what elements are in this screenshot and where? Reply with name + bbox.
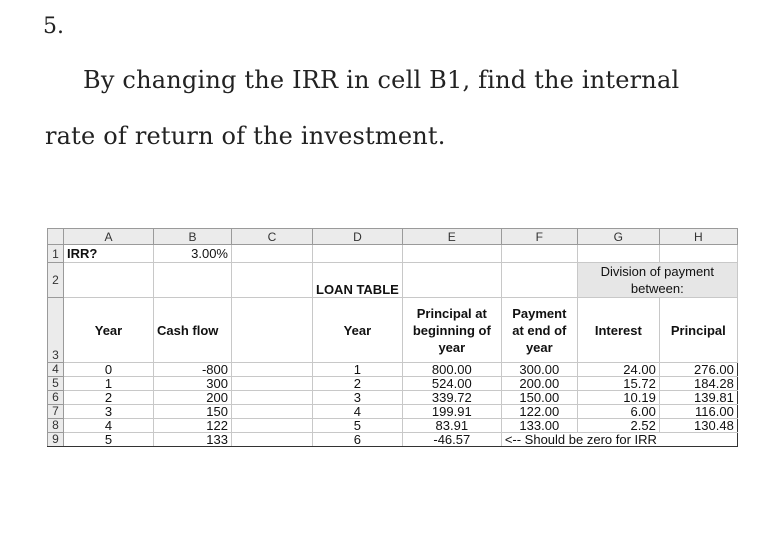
cell-b8[interactable]: 122 — [154, 419, 232, 433]
cell-a2[interactable] — [64, 263, 154, 298]
cell-f3-payment-end-header[interactable]: Payment at end of year — [501, 298, 577, 363]
cell-c8[interactable] — [232, 419, 313, 433]
cell-h5[interactable]: 184.28 — [659, 377, 737, 391]
cell-f5[interactable]: 200.00 — [501, 377, 577, 391]
cell-g5[interactable]: 15.72 — [577, 377, 659, 391]
question-text-line2: rate of return of the investment. — [45, 122, 446, 150]
cell-f6[interactable]: 150.00 — [501, 391, 577, 405]
row-header-2[interactable]: 2 — [48, 263, 64, 298]
cell-b9[interactable]: 133 — [154, 433, 232, 447]
question-text-line1: By changing the IRR in cell B1, find the internal — [83, 66, 680, 94]
cell-h6[interactable]: 139.81 — [659, 391, 737, 405]
cell-b3-cashflow-header[interactable]: Cash flow — [154, 298, 232, 363]
cell-b2[interactable] — [154, 263, 232, 298]
row-header-5[interactable]: 5 — [48, 377, 64, 391]
cell-d3-year-header[interactable]: Year — [313, 298, 403, 363]
column-header-g[interactable]: G — [577, 229, 659, 245]
cell-c9[interactable] — [232, 433, 313, 447]
cell-d4[interactable]: 1 — [313, 363, 403, 377]
cell-e9[interactable]: -46.57 — [402, 433, 501, 447]
cell-h4[interactable]: 276.00 — [659, 363, 737, 377]
column-header-d[interactable]: D — [313, 229, 403, 245]
sheet-row-3 — [48, 298, 738, 363]
cell-b6[interactable]: 200 — [154, 391, 232, 405]
table-row — [48, 405, 738, 419]
cell-a7[interactable]: 3 — [64, 405, 154, 419]
column-header-row — [48, 229, 738, 245]
cell-f7[interactable]: 122.00 — [501, 405, 577, 419]
cell-d7[interactable]: 4 — [313, 405, 403, 419]
table-row — [48, 363, 738, 377]
cell-e7[interactable]: 199.91 — [402, 405, 501, 419]
column-header-a[interactable]: A — [64, 229, 154, 245]
column-header-f[interactable]: F — [501, 229, 577, 245]
cell-g1[interactable] — [577, 245, 659, 263]
cell-c1[interactable] — [232, 245, 313, 263]
cell-h8[interactable]: 130.48 — [659, 419, 737, 433]
cell-g2-division-header[interactable]: Division of payment between: — [577, 263, 737, 298]
column-header-h[interactable]: H — [659, 229, 737, 245]
cell-a1[interactable]: IRR? — [64, 245, 154, 263]
cell-b5[interactable]: 300 — [154, 377, 232, 391]
cell-c6[interactable] — [232, 391, 313, 405]
table-row — [48, 419, 738, 433]
cell-c7[interactable] — [232, 405, 313, 419]
cell-e8[interactable]: 83.91 — [402, 419, 501, 433]
cell-g3-interest-header[interactable]: Interest — [577, 298, 659, 363]
cell-c5[interactable] — [232, 377, 313, 391]
column-header-b[interactable]: B — [154, 229, 232, 245]
cell-c4[interactable] — [232, 363, 313, 377]
cell-f1[interactable] — [501, 245, 577, 263]
cell-f4[interactable]: 300.00 — [501, 363, 577, 377]
cell-e4[interactable]: 800.00 — [402, 363, 501, 377]
cell-h3-principal-header[interactable]: Principal — [659, 298, 737, 363]
cell-e1[interactable] — [402, 245, 501, 263]
row-header-1[interactable]: 1 — [48, 245, 64, 263]
cell-b4[interactable]: -800 — [154, 363, 232, 377]
table-row — [48, 377, 738, 391]
row-header-9[interactable]: 9 — [48, 433, 64, 447]
cell-d2-loan-table-title[interactable]: LOAN TABLE — [313, 263, 403, 298]
row-header-3[interactable]: 3 — [48, 298, 64, 363]
cell-d8[interactable]: 5 — [313, 419, 403, 433]
cell-e3-principal-beginning-header[interactable]: Principal at beginning of year — [402, 298, 501, 363]
cell-c2[interactable] — [232, 263, 313, 298]
cell-d6[interactable]: 3 — [313, 391, 403, 405]
row-header-8[interactable]: 8 — [48, 419, 64, 433]
cell-b7[interactable]: 150 — [154, 405, 232, 419]
cell-e6[interactable]: 339.72 — [402, 391, 501, 405]
row-header-6[interactable]: 6 — [48, 391, 64, 405]
sheet-row-1 — [48, 245, 738, 263]
cell-h1[interactable] — [659, 245, 737, 263]
cell-d5[interactable]: 2 — [313, 377, 403, 391]
cell-d1[interactable] — [313, 245, 403, 263]
cell-e2[interactable] — [402, 263, 501, 298]
table-row — [48, 433, 738, 447]
cell-g7[interactable]: 6.00 — [577, 405, 659, 419]
cell-h7[interactable]: 116.00 — [659, 405, 737, 419]
cell-c3[interactable] — [232, 298, 313, 363]
question-number: 5. — [43, 14, 64, 39]
column-header-e[interactable]: E — [402, 229, 501, 245]
cell-f9-note[interactable]: <-- Should be zero for IRR — [501, 433, 737, 447]
corner-cell[interactable] — [48, 229, 64, 245]
cell-d9[interactable]: 6 — [313, 433, 403, 447]
cell-f2[interactable] — [501, 263, 577, 298]
spreadsheet — [47, 228, 738, 447]
table-row — [48, 391, 738, 405]
cell-a9[interactable]: 5 — [64, 433, 154, 447]
sheet-row-2 — [48, 263, 738, 298]
cell-a4[interactable]: 0 — [64, 363, 154, 377]
cell-a3-year-header[interactable]: Year — [64, 298, 154, 363]
cell-g6[interactable]: 10.19 — [577, 391, 659, 405]
cell-a8[interactable]: 4 — [64, 419, 154, 433]
cell-g4[interactable]: 24.00 — [577, 363, 659, 377]
row-header-4[interactable]: 4 — [48, 363, 64, 377]
row-header-7[interactable]: 7 — [48, 405, 64, 419]
cell-e5[interactable]: 524.00 — [402, 377, 501, 391]
cell-g8[interactable]: 2.52 — [577, 419, 659, 433]
column-header-c[interactable]: C — [232, 229, 313, 245]
cell-f8[interactable]: 133.00 — [501, 419, 577, 433]
cell-a5[interactable]: 1 — [64, 377, 154, 391]
cell-b1-irr-input[interactable]: 3.00% — [154, 245, 232, 263]
cell-a6[interactable]: 2 — [64, 391, 154, 405]
